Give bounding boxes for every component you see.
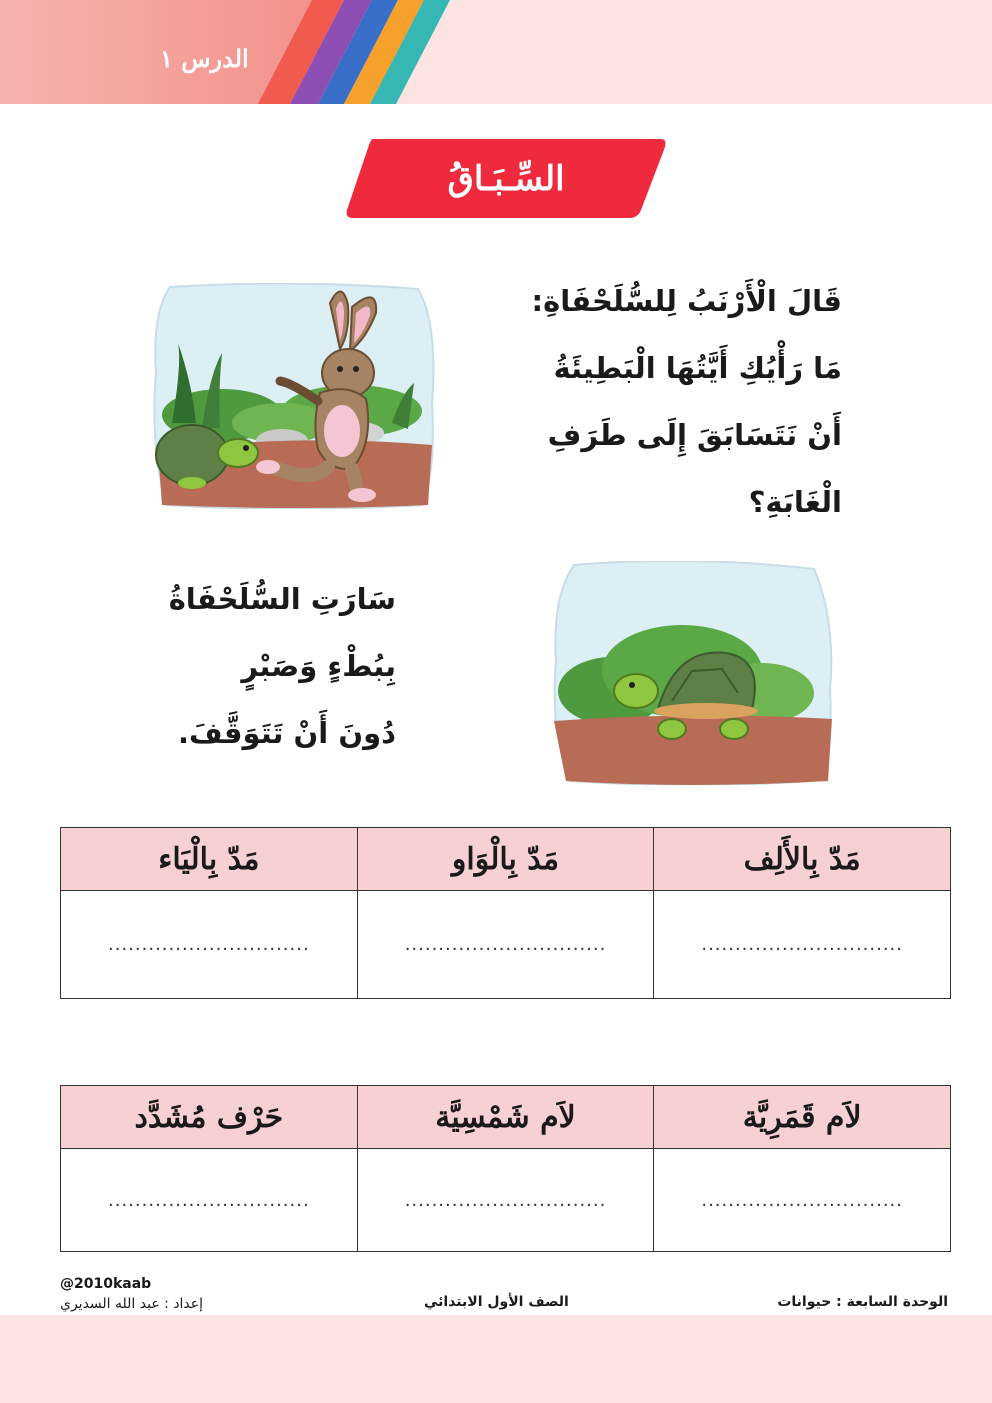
answer-blank-lam-shamsiya[interactable]: .............................. bbox=[357, 1149, 654, 1252]
story-paragraph-2 bbox=[169, 566, 396, 767]
answer-blank-madd-yaa[interactable]: .............................. bbox=[61, 891, 358, 999]
madd-table bbox=[60, 827, 951, 999]
footer-unit: الوحدة السابعة : حيوانات bbox=[777, 1294, 948, 1310]
footer-author: إعداد : عبد الله السديري bbox=[60, 1296, 204, 1312]
story-line: الْغَابَةِ؟ bbox=[748, 485, 842, 519]
header-harf-mushaddad: حَرْف مُشَدَّد bbox=[61, 1086, 358, 1149]
footer-grade: الصف الأول الابتدائي bbox=[424, 1294, 569, 1310]
footer-band bbox=[0, 1315, 992, 1403]
story-line: قَالَ الْأَرْنَبُ لِلسُّلَحْفَاةِ: bbox=[531, 284, 842, 318]
story-line: أَنْ نَتَسَابَقَ إِلَى طَرَفِ bbox=[547, 418, 842, 452]
answer-blank-harf-mushaddad[interactable]: .............................. bbox=[61, 1149, 358, 1252]
footer-handle: @2010kaab bbox=[60, 1276, 152, 1292]
lam-table bbox=[60, 1085, 951, 1252]
page-title: السِّـبَـاقُ bbox=[447, 158, 565, 199]
tortoise-illustration bbox=[552, 561, 834, 785]
story-line: سَارَتِ السُّلَحْفَاةُ bbox=[168, 582, 396, 616]
answer-blank-madd-alif[interactable]: .............................. bbox=[654, 891, 951, 999]
story-line: مَا رَأْيُكِ أَيَّتُهَا الْبَطِيئَةُ bbox=[553, 351, 842, 385]
header-lam-qamariya: لاَم قَمَرِيَّة bbox=[654, 1086, 951, 1149]
header-stripes bbox=[0, 0, 992, 104]
story-paragraph-1 bbox=[531, 268, 842, 536]
lesson-label: الدرس ١ bbox=[160, 44, 249, 73]
header-madd-waw: مَدّ بِالْوَاو bbox=[357, 828, 654, 891]
answer-blank-madd-waw[interactable]: .............................. bbox=[357, 891, 654, 999]
story-line: دُونَ أَنْ تَتَوَقَّفَ. bbox=[178, 716, 396, 750]
header-lam-shamsiya: لاَم شَمْسِيَّة bbox=[357, 1086, 654, 1149]
rabbit-tortoise-illustration bbox=[152, 283, 436, 509]
answer-blank-lam-qamariya[interactable]: .............................. bbox=[654, 1149, 951, 1252]
header-madd-alif: مَدّ بِالأَلِف bbox=[654, 828, 951, 891]
header-madd-yaa: مَدّ بِالْيَاء bbox=[61, 828, 358, 891]
story-line: بِبُطْءٍ وَصَبْرٍ bbox=[241, 649, 396, 683]
